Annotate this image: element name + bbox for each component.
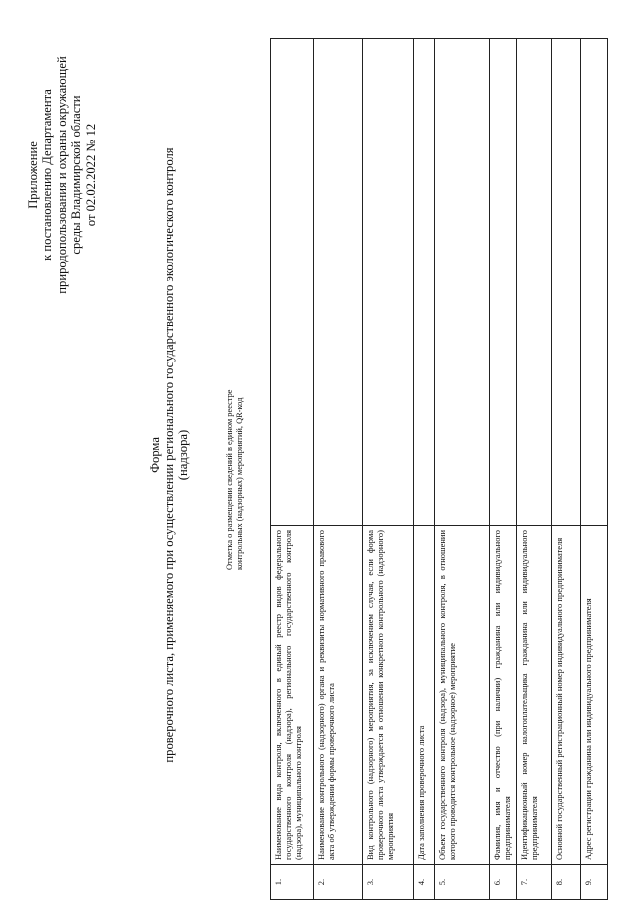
table-row bbox=[490, 39, 517, 900]
row-value-cell[interactable] bbox=[552, 39, 581, 526]
row-number: 7. bbox=[517, 865, 552, 900]
appendix-line: к постановлению Департамента bbox=[40, 89, 55, 261]
table-row bbox=[271, 39, 314, 900]
appendix-line: среды Владимирской области bbox=[69, 95, 84, 255]
qr-note-line: Отметка о размещении сведений в едином реестре bbox=[225, 389, 234, 570]
table-row bbox=[552, 39, 581, 900]
form-subtitle-cont: (надзора) bbox=[176, 429, 191, 481]
table-row bbox=[517, 39, 552, 900]
row-value-cell[interactable] bbox=[581, 39, 608, 526]
table-row bbox=[414, 39, 435, 900]
row-label: Вид контрольного (надзорного) мероприятия, за исключением случая, если форма проверочного листа утверждается в отношении конкретного контрольного (надзорного) мероприятия bbox=[363, 526, 414, 865]
appendix-title: Приложение bbox=[26, 141, 40, 209]
row-value-cell[interactable] bbox=[414, 39, 435, 526]
row-value-cell[interactable] bbox=[435, 39, 490, 526]
appendix-date: от 02.02.2022 № 12 bbox=[83, 123, 98, 227]
row-label: Наименование контрольного (надзорного) органа и реквизиты нормативного правового акта об утверждении формы проверочного листа bbox=[314, 526, 363, 865]
row-label: Наименование вида контроля, включенного в единый реестр видов федерального государственного контроля (надзора), регионального государственного контроля (надзора), муниципального контроля bbox=[271, 526, 314, 865]
row-label: Идентификационный номер налогоплательщика гражданина или индивидуального предпринимателя bbox=[517, 526, 552, 865]
appendix-header bbox=[26, 45, 98, 305]
row-number: 5. bbox=[435, 865, 490, 900]
row-value-cell[interactable] bbox=[271, 39, 314, 526]
row-value-cell[interactable] bbox=[363, 39, 414, 526]
row-label: Объект государственного контроля (надзора), муниципального контроля, в отношении которого проводится контрольное (надзорное) мероприятие bbox=[435, 526, 490, 865]
qr-note bbox=[225, 330, 245, 570]
row-label: Дата заполнения проверочного листа bbox=[414, 526, 435, 865]
row-number: 2. bbox=[314, 865, 363, 900]
row-value-cell[interactable] bbox=[314, 39, 363, 526]
row-number: 1. bbox=[271, 865, 314, 900]
appendix-line: природопользования и охраны окружающей bbox=[54, 56, 69, 294]
row-number: 4. bbox=[414, 865, 435, 900]
table-row bbox=[435, 39, 490, 900]
table-row bbox=[314, 39, 363, 900]
qr-note-line: контрольных (надзорных) мероприятий, QR-код bbox=[235, 397, 244, 570]
form-subtitle: проверочного листа, применяемого при осуществлении регионального государственного экологического контроля bbox=[162, 147, 177, 763]
row-number: 3. bbox=[363, 865, 414, 900]
row-number: 8. bbox=[552, 865, 581, 900]
table-row bbox=[581, 39, 608, 900]
row-number: 6. bbox=[490, 865, 517, 900]
table-row bbox=[363, 39, 414, 900]
form-title: Форма bbox=[148, 437, 162, 473]
form-heading bbox=[148, 75, 191, 835]
row-label: Фамилия, имя и отчество (при наличии) гражданина или индивидуального предпринимателя bbox=[490, 526, 517, 865]
row-value-cell[interactable] bbox=[517, 39, 552, 526]
row-label: Адрес регистрации гражданина или индивидуального предпринимателя bbox=[581, 526, 608, 865]
row-number: 9. bbox=[581, 865, 608, 900]
checklist-table bbox=[270, 38, 608, 900]
row-value-cell[interactable] bbox=[490, 39, 517, 526]
row-label: Основной государственный регистрационный номер индивидуального предпринимателя bbox=[552, 526, 581, 865]
